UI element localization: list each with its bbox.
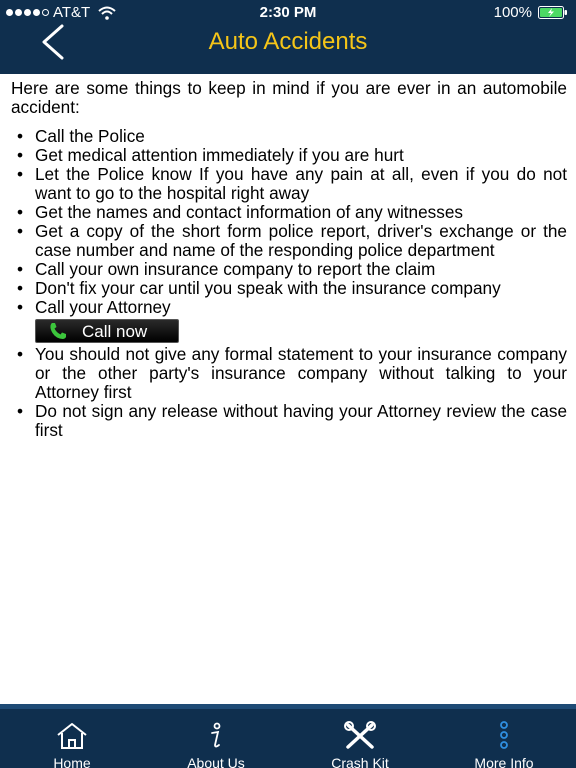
article-content — [11, 79, 567, 440]
tools-icon — [340, 721, 380, 751]
intro-text: Here are some things to keep in mind if you are ever in an automobile accident: — [11, 78, 567, 117]
battery-percent: 100% — [493, 4, 532, 21]
phone-icon — [48, 321, 68, 341]
tab-about-us[interactable] — [144, 709, 288, 768]
status-bar — [0, 0, 576, 24]
list-item: • Call the Police — [17, 126, 145, 146]
call-now-button[interactable] — [35, 319, 179, 343]
tab-label: More Info — [474, 755, 534, 768]
list-item: • Call your Attorney — [17, 297, 171, 317]
call-now-label: Call now — [82, 321, 148, 341]
tab-label: Home — [53, 755, 91, 768]
list-item: • Do not sign any release without having your Attorney review the case first — [17, 401, 567, 440]
list-item: • Get the names and contact information of any witnesses — [17, 202, 464, 222]
tips-list — [11, 127, 567, 317]
info-icon — [196, 721, 236, 751]
list-item: • Get a copy of the short form police report, driver's exchange or the case number and name of the responding police department — [17, 221, 567, 260]
tab-label: About Us — [187, 755, 245, 768]
battery-icon — [538, 6, 568, 19]
tab-home[interactable] — [0, 709, 144, 768]
home-icon — [52, 721, 92, 751]
header-bar — [0, 0, 576, 74]
more-icon — [484, 721, 524, 751]
tab-bar — [0, 704, 576, 768]
list-item: • Don't fix your car until you speak with the insurance company — [17, 278, 501, 298]
list-item: • Get medical attention immediately if you are hurt — [17, 145, 404, 165]
tab-crash-kit[interactable] — [288, 709, 432, 768]
page-title: Auto Accidents — [208, 28, 368, 55]
list-item: • You should not give any formal statement to your insurance company or the other party's insurance company without talking to your Attorney first — [17, 344, 567, 402]
tips-list-continued — [11, 345, 567, 440]
list-item: • Call your own insurance company to report the claim — [17, 259, 436, 279]
carrier-label: AT&T — [53, 4, 91, 21]
status-time: 2:30 PM — [259, 4, 317, 21]
tab-more-info[interactable] — [432, 709, 576, 768]
list-item: • Let the Police know If you have any pain at all, even if you do not want to go to the hospital right away — [17, 164, 567, 203]
status-right — [494, 4, 568, 21]
tab-label: Crash Kit — [331, 755, 389, 768]
